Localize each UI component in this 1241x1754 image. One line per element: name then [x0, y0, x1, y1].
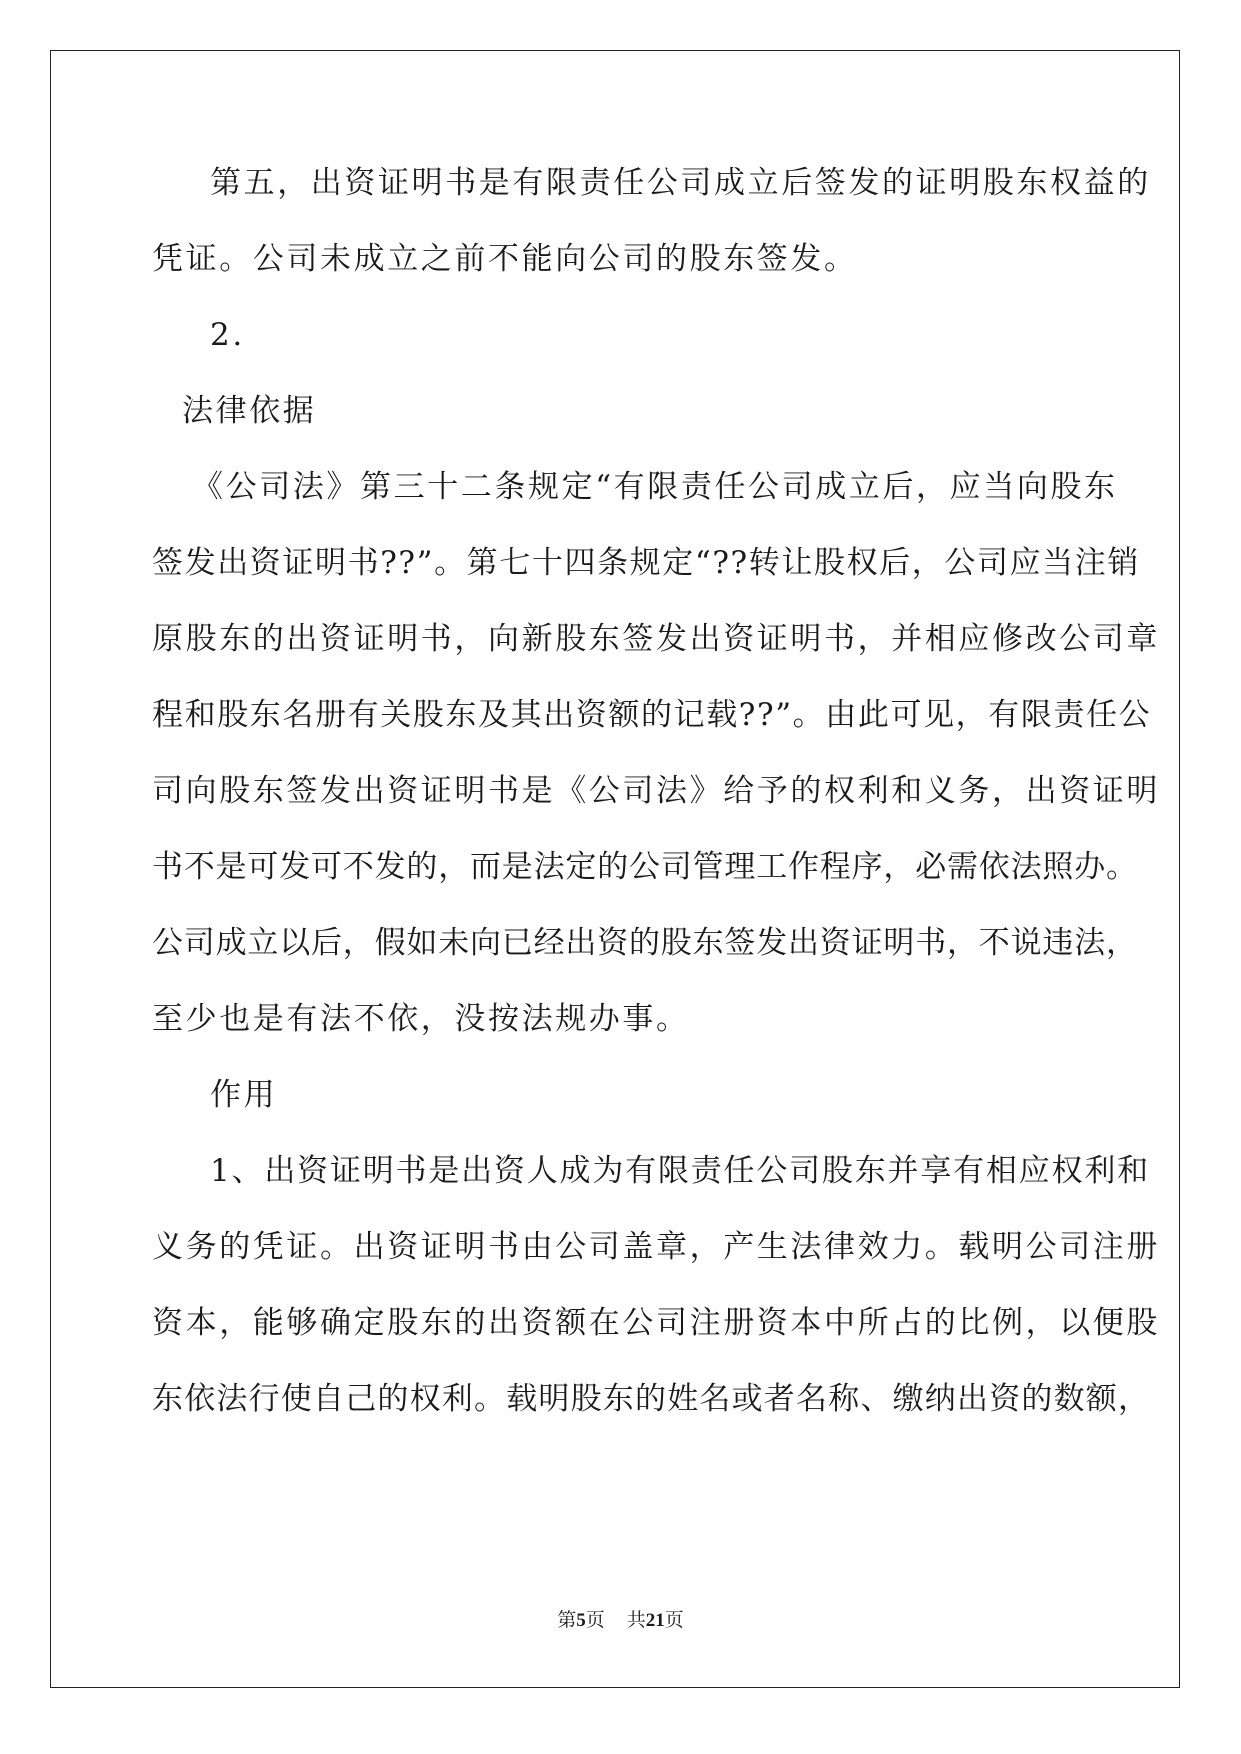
paragraph-line: 义务的凭证。出资证明书由公司盖章，产生法律效力。载明公司注册 [152, 1229, 1160, 1265]
paragraph-line: 东依法行使自己的权利。载明股东的姓名或者名称、缴纳出资的数额， [152, 1381, 1151, 1417]
page-prefix: 第 [557, 1610, 577, 1631]
total-suffix: 页 [664, 1610, 684, 1631]
paragraph-line: 公司成立以后，假如未向已经出资的股东签发出资证明书，不说违法， [152, 925, 1138, 961]
paragraph-line: 凭证。公司未成立之前不能向公司的股东签发。 [152, 241, 858, 277]
paragraph-line: 程和股东名册有关股东及其出资额的记载??”。由此可见，有限责任公 [152, 697, 1152, 733]
paragraph-line: 《公司法》第三十二条规定“有限责任公司成立后，应当向股东 [192, 469, 1118, 505]
section-number: 2. [210, 317, 245, 353]
total-prefix: 共 [626, 1610, 646, 1631]
paragraph-line: 书不是可发可不发的，而是法定的公司管理工作程序，必需依法照办。 [152, 849, 1138, 885]
total-pages: 21 [645, 1610, 665, 1631]
paragraph-line: 司向股东签发出资证明书是《公司法》给予的权利和义务，出资证明 [152, 773, 1160, 809]
page-suffix: 页 [585, 1610, 605, 1631]
page-footer [0, 1609, 1241, 1633]
section-heading: 法律依据 [182, 393, 317, 429]
paragraph-line: 第五，出资证明书是有限责任公司成立后签发的证明股东权益的 [210, 165, 1151, 201]
section-heading: 作用 [210, 1077, 278, 1113]
paragraph-line: 原股东的出资证明书，向新股东签发出资证明书，并相应修改公司章 [152, 621, 1160, 657]
paragraph-line: 1、出资证明书是出资人成为有限责任公司股东并享有相应权利和 [210, 1153, 1150, 1189]
page-number: 5 [576, 1610, 586, 1631]
paragraph-line: 资本，能够确定股东的出资额在公司注册资本中所占的比例，以便股 [152, 1305, 1160, 1341]
paragraph-line: 至少也是有法不依，没按法规办事。 [152, 1001, 690, 1037]
paragraph-line: 签发出资证明书??”。第七十四条规定“??转让股权后，公司应当注销 [152, 545, 1140, 581]
